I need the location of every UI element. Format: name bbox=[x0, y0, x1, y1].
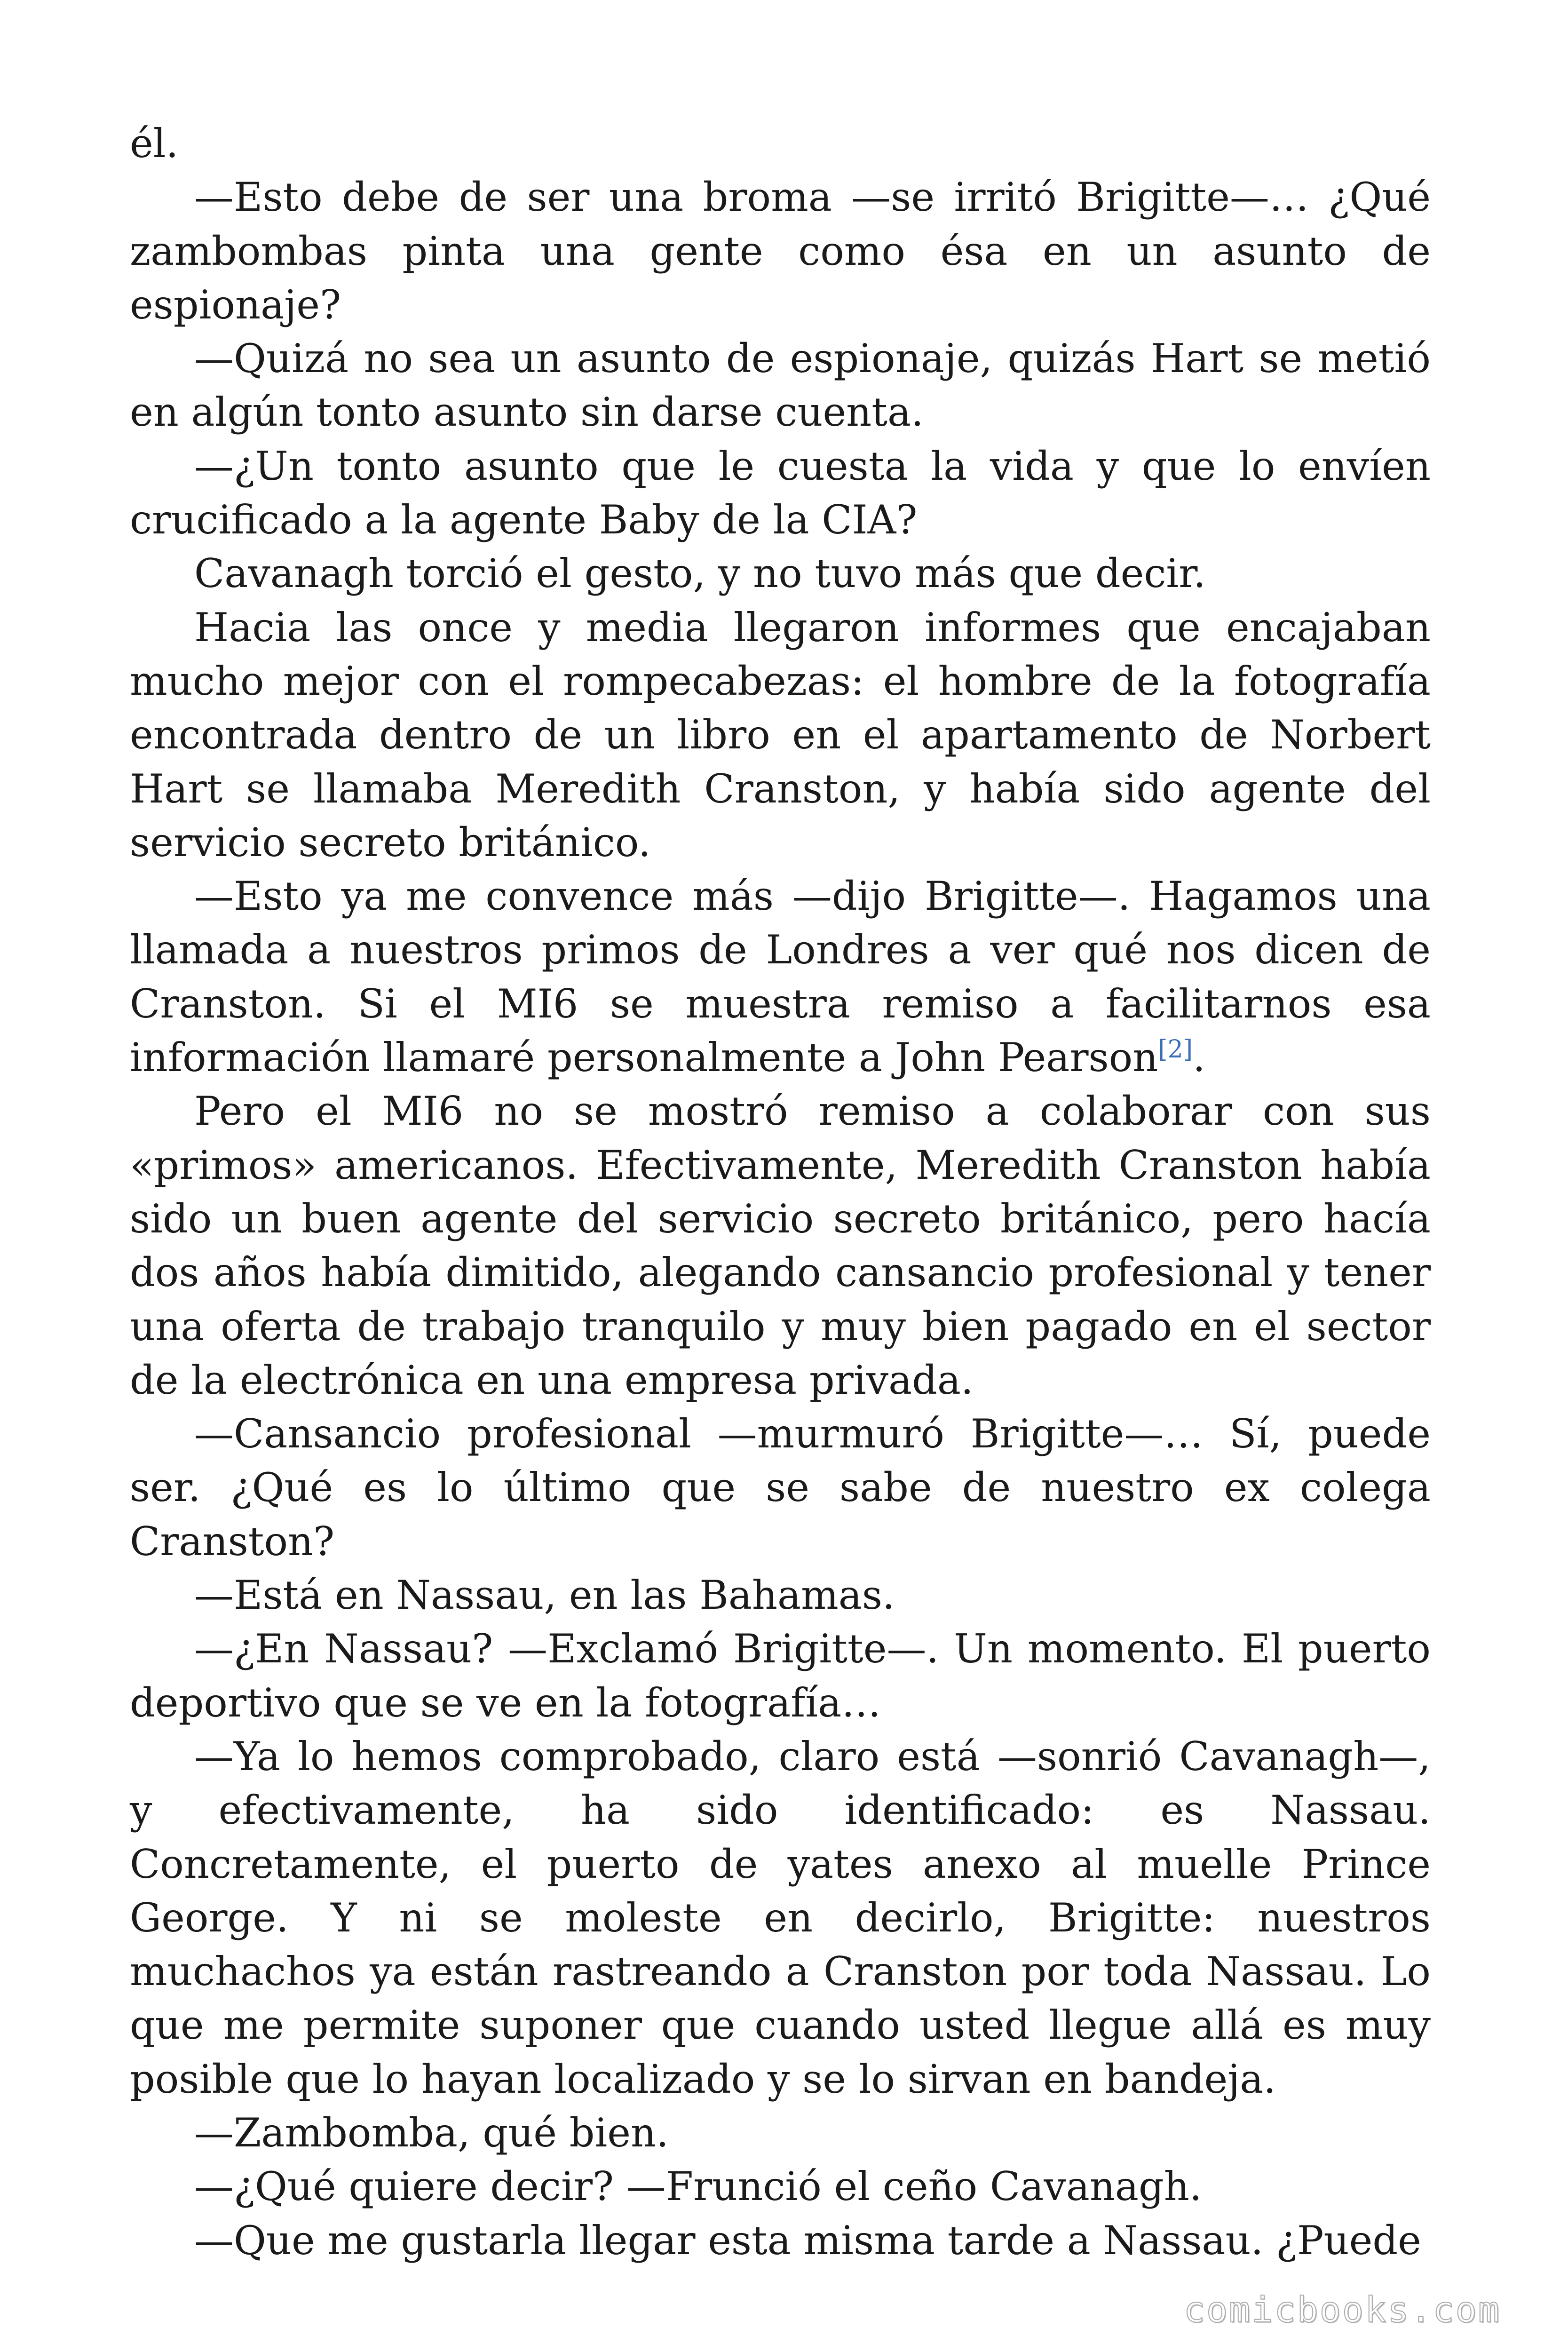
paragraph: —¿Un tonto asunto que le cuesta la vida y que lo envíen crucificado a la agente Baby de la CIA? bbox=[130, 443, 1431, 543]
paragraph: —¿En Nassau? —Exclamó Brigitte—. Un momento. El puerto deportivo que se ve en la fotografía… bbox=[130, 1626, 1431, 1726]
paragraph: Cavanagh torció el gesto, y no tuvo más que decir. bbox=[194, 550, 1206, 597]
paragraph: —Ya lo hemos comprobado, claro está —sonrió Cavanagh—, y efectivamente, ha sido identificado: es Nassau. Concretamente, el puerto de yates anexo al muelle Prince George. Y ni se moleste en decirlo, Brigitte: nuestros muchachos ya están rastreando a Cranston por toda Nassau. Lo que me permite suponer que cuando usted llegue allá es muy posible que lo hayan localizado y se lo sirvan en bandeja. bbox=[130, 1733, 1431, 2102]
paragraph-text: —Esto ya me convence más —dijo Brigitte—. Hagamos una llamada a nuestros primos de Londres a ver qué nos dicen de Cranston. Si el MI6 se muestra remiso a facilitarnos esa información llamaré personalmente a John Pearson bbox=[130, 873, 1431, 1081]
paragraph: —Que me gustarla llegar esta misma tarde a Nassau. ¿Puede bbox=[194, 2217, 1421, 2264]
paragraph: —Cansancio profesional —murmuró Brigitte—… Sí, puede ser. ¿Qué es lo último que se sabe de nuestro ex colega Cranston? bbox=[130, 1411, 1431, 1565]
watermark: comicbooks.com bbox=[1183, 2289, 1501, 2330]
page-body bbox=[130, 117, 1431, 2267]
paragraph: Pero el MI6 no se mostró remiso a colaborar con sus «primos» americanos. Efectivamente, Meredith Cranston había sido un buen agente del servicio secreto británico, pero hacía dos años había dimitido, alegando cansancio profesional y tener una oferta de trabajo tranquilo y muy bien pagado en el sector de la electrónica en una empresa privada. bbox=[130, 1088, 1431, 1403]
paragraph: —Zambomba, qué bien. bbox=[194, 2109, 669, 2156]
paragraph: —¿Qué quiere decir? —Frunció el ceño Cavanagh. bbox=[194, 2163, 1202, 2210]
paragraph: —Quizá no sea un asunto de espionaje, quizás Hart se metió en algún tonto asunto sin darse cuenta. bbox=[130, 335, 1431, 436]
paragraph: Hacia las once y media llegaron informes que encajaban mucho mejor con el rompecabezas: el hombre de la fotografía encontrada dentro de un libro en el apartamento de Norbert Hart se llamaba Meredith Cranston, y había sido agente del servicio secreto británico. bbox=[130, 604, 1431, 866]
footnote-link[interactable]: [2] bbox=[1158, 1035, 1193, 1064]
paragraph: —Está en Nassau, en las Bahamas. bbox=[194, 1572, 895, 1619]
paragraph-continuation: él. bbox=[130, 120, 179, 167]
paragraph-text-end: . bbox=[1193, 1034, 1205, 1081]
paragraph: —Esto debe de ser una broma —se irritó Brigitte—… ¿Qué zambombas pinta una gente como ésa en un asunto de espionaje? bbox=[130, 174, 1431, 328]
paragraph-with-footnote bbox=[130, 869, 1431, 1084]
